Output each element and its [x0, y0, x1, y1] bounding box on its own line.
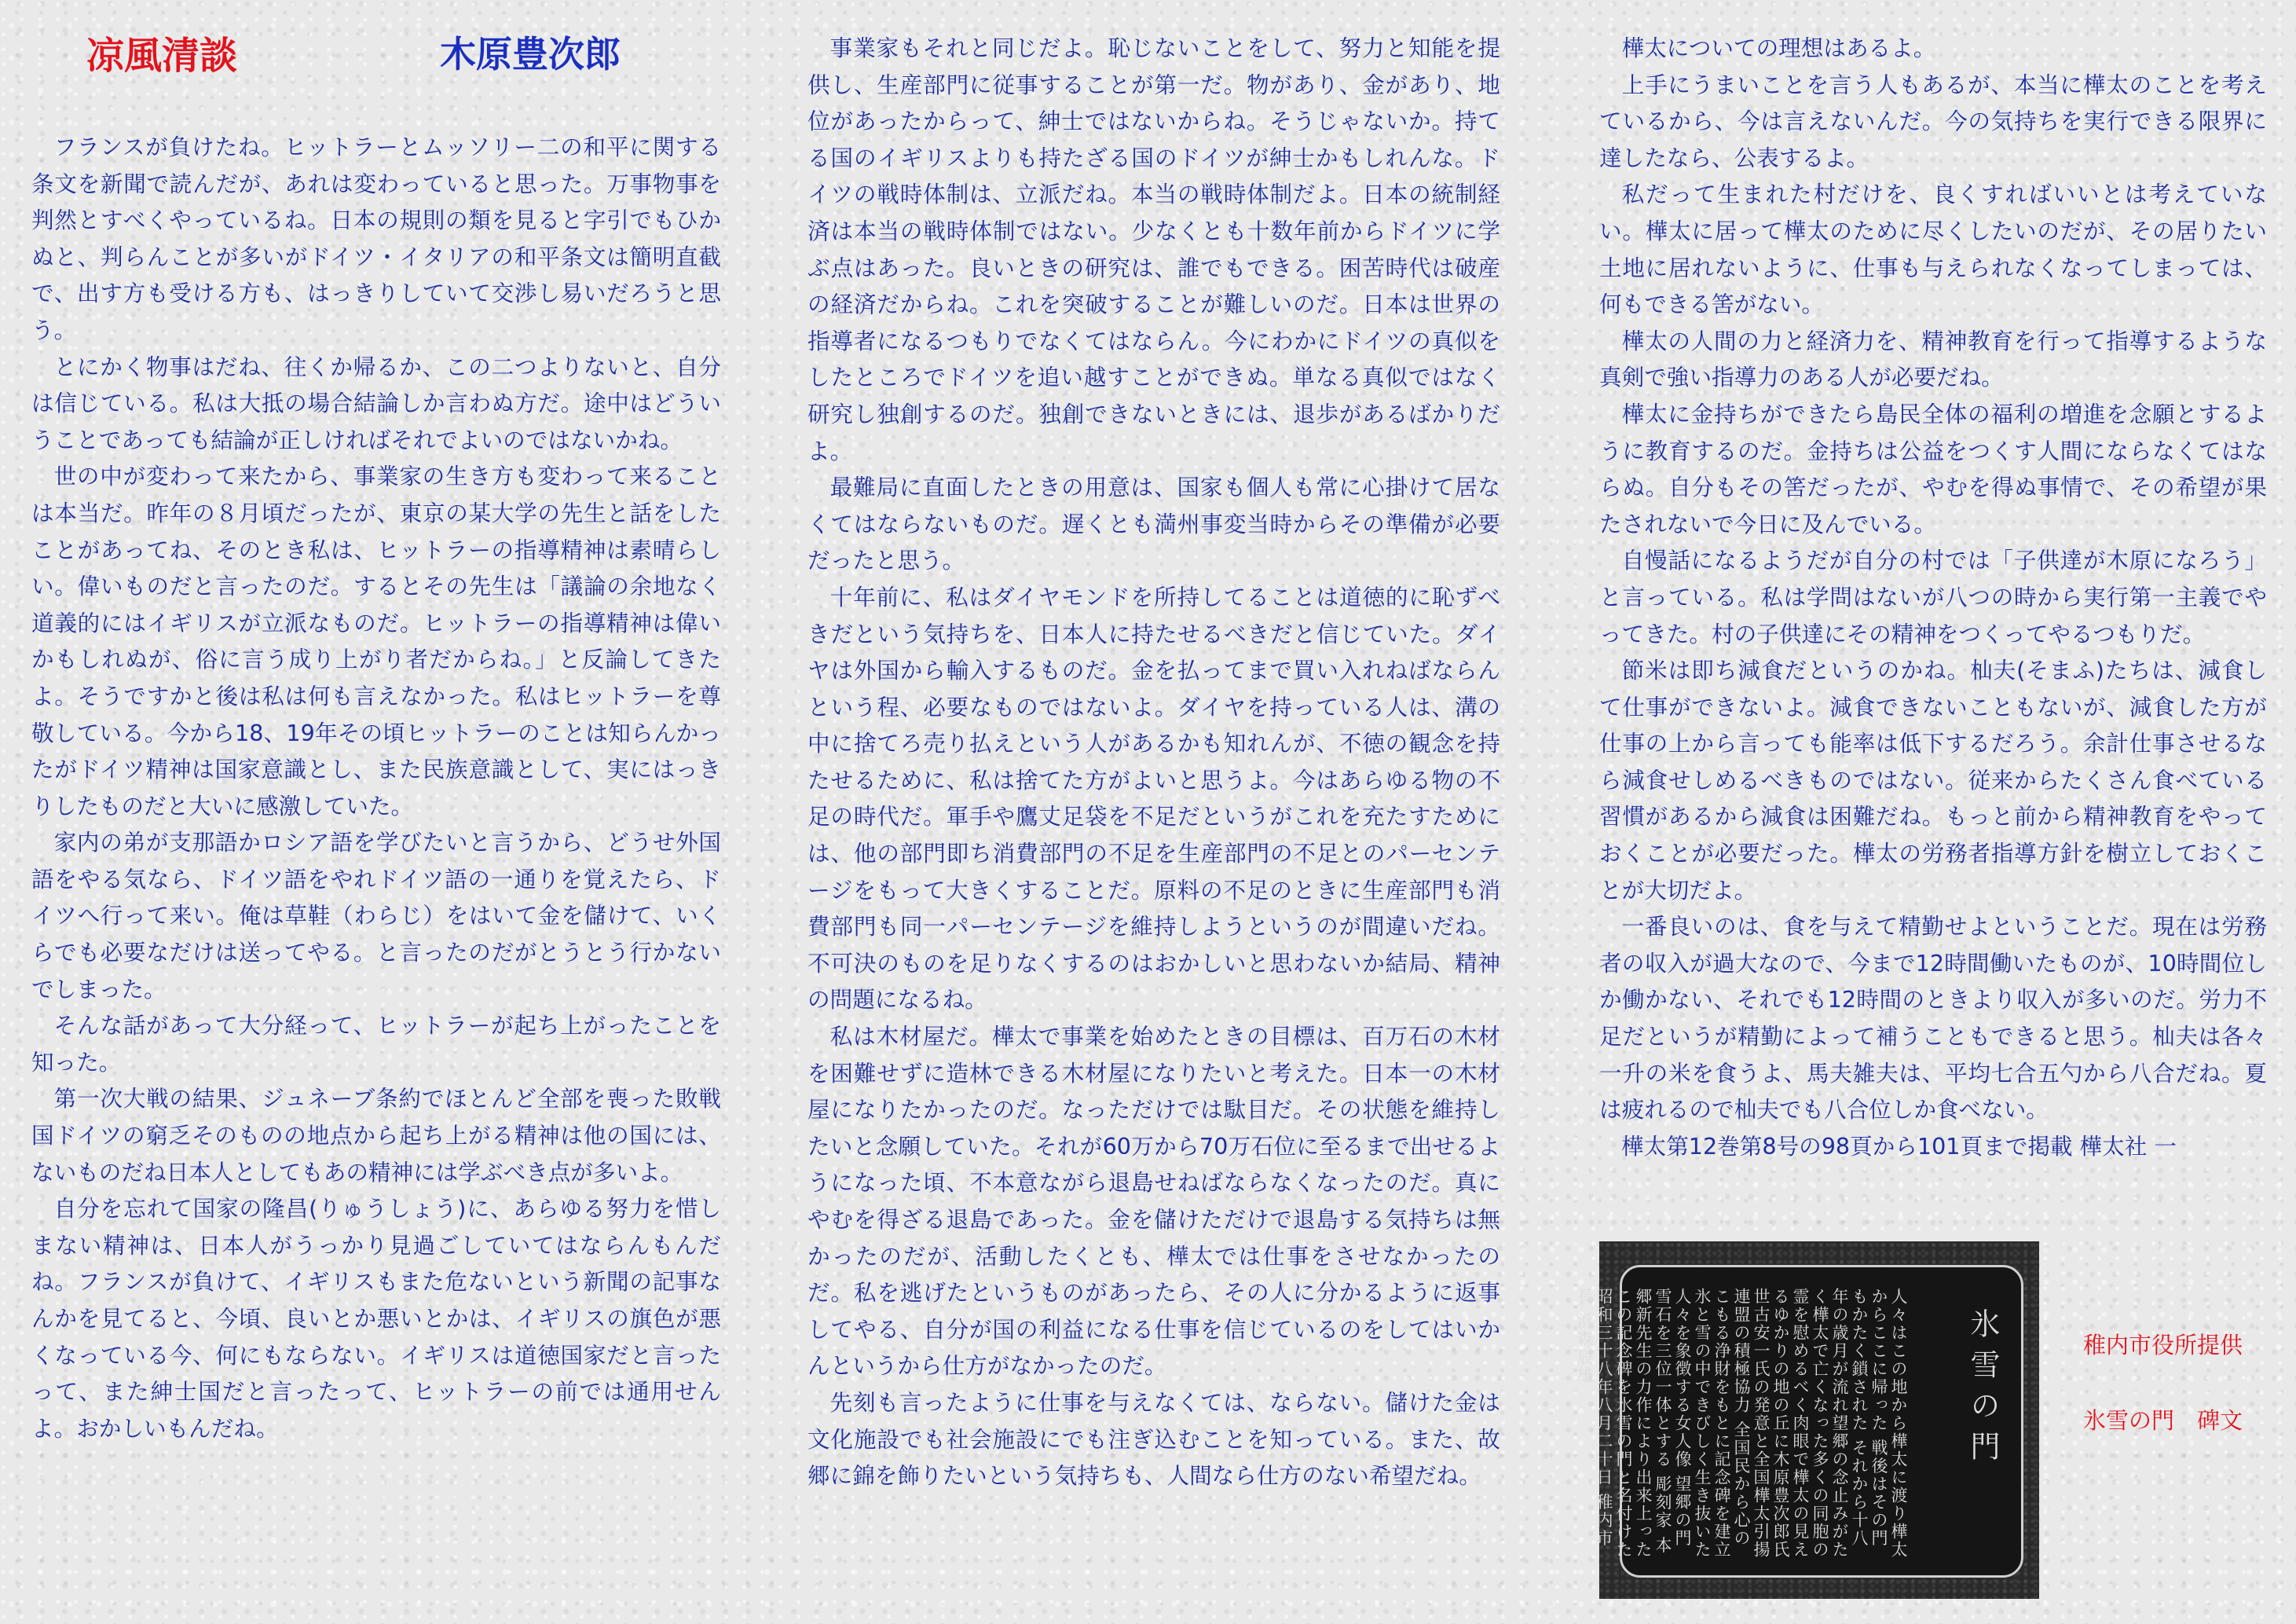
- paragraph: 最難局に直面したときの用意は、国家も個人も常に心掛けて居なくてはならないものだ。遅くとも満州事変当時からその準備が必要だったと思う。: [807, 474, 1500, 574]
- inscription-body: 人々はこの地から樺太に渡り樺太からここに帰った 戦後はその門もかたく鎖された それから十八年の歳月が流れ望郷の念止みがたく樺太で亡くなった多くの同胞の霊を慰めるべく肉眼で樺太の見えるゆかりの地の丘に木原豊次郎氏 世古安一氏の発意と全国樺太引揚連盟の積極協力 全国民から心のこもる浄財をもとに記念碑を建立 氷と雪の中できびしく生き抜いた人々を象徴する女人像 望郷の門 雪石を三位一体とする 彫刻家 本郷新先生の力作により出来上った この記念碑を氷雪の門と名付けた 昭和三十八年八月二十日 稚内市長 浜森辰雄: [1575, 1288, 1908, 1559]
- paragraph: 樺太についての理想はあるよ。: [1621, 35, 1936, 61]
- paragraph: フランスが負けたね。ヒットラーとムッソリー二の和平に関する条文を新聞で読んだが、あれは変わっていると思った。万事物事を判然とすべくやっているね。日本の規則の類を見ると字引でもひかぬと、判らんことが多いがドイツ・イタリアの和平条文は簡明直截で、出す方も受ける方も、はっきりしていて交渉し易いだろうと思う。: [31, 134, 721, 343]
- author-name: 木原豊次郎: [440, 33, 621, 75]
- paragraph: 上手にうまいことを言う人もあるが、本当に樺太のことを考えているから、今は言えないんだ。今の気持ちを実行できる限界に達したなら、公表するよ。: [1599, 71, 2267, 171]
- paragraph: 自分を忘れて国家の隆昌(りゅうしょう)に、あらゆる努力を惜しまない精神は、日本人がうっかり見過ごしていてはならんもんだね。フランスが負けて、イギリスもまた危ないという新聞の記事なんかを見てると、今頃、良いとか悪いとかは、イギリスの旗色が悪くなっている今、何にもならない。イギリスは道徳国家だと言ったって、また紳士国だと言ったって、ヒットラーの前では通用せんよ。おかしいもんだね。: [31, 1195, 721, 1442]
- inscription-plaque: [1575, 1265, 2023, 1578]
- paragraph: 第一次大戦の結果、ジュネーブ条約でほとんど全部を喪った敗戦国ドイツの窮乏そのものの地点から起ち上がる精神は他の国には、ないものだね日本人としてもあの精神には学ぶべき点が多いよ。: [31, 1085, 721, 1186]
- column-1: [31, 30, 721, 1446]
- paragraph: 世の中が変わって来たから、事業家の生き方も変わって来ることは本当だ。昨年の８月頃だったが、東京の某大学の先生と話をしたことがあってね、そのとき私は、ヒットラーの指導精神は素晴らしい。偉いものだと言ったのだ。するとその先生は「議論の余地なく道義的にはイギリスが立派なものだ。ヒットラーの指導精神は偉いかもしれぬが、俗に言う成り上がり者だからね。」と反論してきたよ。そうですかと後は私は何も言えなかった。私はヒットラーを尊敬している。今から18、19年その頃ヒットラーのことは知らんかったがドイツ精神は国家意識とし、また民族意識として、実にはっきりしたものだと大いに感激していた。: [31, 463, 721, 819]
- inscription-title: 氷雪の門: [1965, 1308, 2000, 1472]
- article-title: 凉風清談: [86, 33, 238, 78]
- paragraph: そんな話があって大分経って、ヒットラーが起ち上がったことを知った。: [31, 1012, 721, 1076]
- paragraph: 節米は即ち減食だというのかね。杣夫(そまふ)たちは、減食して仕事ができないよ。減食できないこともないが、減食した方が仕事の上から言っても能率は低下するだろう。余計仕事させるなら減食せしめるべきものではない。従来からたくさん食べている習慣があるから減食は困難だね。もっと前から精神教育をやっておくことが必要だった。樺太の労務者指導方針を樹立しておくことが大切だよ。: [1599, 657, 2267, 904]
- paragraph: 事業家もそれと同じだよ。恥じないことをして、努力と知能を提供し、生産部門に従事することが第一だ。物があり、金があり、地位があったからって、紳士ではないからね。そうじゃないか。持てる国のイギリスよりも持たざる国のドイツが紳士かもしれんな。ドイツの戦時体制は、立派だね。本当の戦時体制だよ。日本の統制経済は本当の戦時体制ではない。少なくとも十数年前からドイツに学ぶ点はあった。良いときの研究は、誰でもできる。困苦時代は破産の経済だからね。これを突破することが難しいのだ。日本は世界の指導者になるつもりでなくてはならん。今にわかにドイツの真似をしたところでドイツを追い越すことができぬ。単なる真似ではなく研究し独創するのだ。独創できないときには、退歩があるばかりだよ。: [807, 35, 1500, 464]
- source-citation: 樺太第12巻第8号の98頁から101頁まで掲載 樺太社 一: [1621, 1132, 2177, 1160]
- column-2: [807, 30, 1500, 1494]
- paragraph: 先刻も言ったように仕事を与えなくては、ならない。儲けた金は文化施設でも社会施設にでも注ぎ込むことを知っている。また、故郷に錦を飾りたいという気持ちも、人間なら仕方のない希望だね。: [807, 1388, 1500, 1490]
- monument-inscription-photo: [1575, 1241, 2039, 1599]
- paragraph: 樺太の人間の力と経済力を、精神教育を行って指導するような真剣で強い指導力のある人が必要だね。: [1599, 327, 2267, 391]
- paragraph: とにかく物事はだね、往くか帰るか、この二つよりないと、自分は信じている。私は大抵の場合結論しか言わぬ方だ。途中はどういうことであっても結論が正しければそれでよいのではないかね。: [31, 353, 721, 453]
- paragraph: 家内の弟が支那語かロシア語を学びたいと言うから、どうせ外国語をやる気なら、ドイツ語をやれドイツ語の一通りを覚えたら、ドイツへ行って来い。俺は草鞋（わらじ）をはいて金を儲けて、いくらでも必要なだけは送ってやる。と言ったのだがとうとう行かないでしまった。: [31, 829, 721, 1003]
- paragraph: 自慢話になるようだが自分の村では「子供達が木原になろう」と言っている。私は学問はないが八つの時から実行第一主義でやってきた。村の子供達にその精神をつくってやるつもりだ。: [1599, 547, 2267, 647]
- photo-caption: 氷雪の門 碑文: [2083, 1407, 2243, 1434]
- paragraph: 私だって生まれた村だけを、良くすればいいとは考えていない。樺太に居って樺太のために尽くしたいのだが、その居りたい土地に居れないように、仕事も与えられなくなってしまっては、何もできる筈がない。: [1599, 181, 2267, 318]
- paragraph: 樺太に金持ちができたら島民全体の福利の増進を念願とするように教育するのだ。金持ちは公益をつくす人間にならなくてはならぬ。自分もその筈だったが、やむを得ぬ事情で、その希望が果たされないで今日に及んでいる。: [1599, 400, 2267, 537]
- paragraph: 一番良いのは、食を与えて精勤せよということだ。現在は労務者の収入が過大なので、今まで12時間働いたものが、10時間位しか働かない、それでも12時間のときより収入が多いのだ。労力不足だというが精勤によって補うこともできると思う。杣夫は各々一升の米を食うよ、馬夫雑夫は、平均七合五勺から八合だね。夏は疲れるので杣夫でも八合位しか食べない。: [1599, 913, 2267, 1124]
- paragraph: 私は木材屋だ。樺太で事業を始めたときの目標は、百万石の木材を困難せずに造林できる木材屋になりたいと考えた。日本一の木材屋になりたかったのだ。なっただけでは駄目だ。その状態を維持したいと念願していた。それが60万から70万石位に至るまで出せるようになった頃、不本意ながら退島せねばならなくなったのだ。真にやむを得ざる退島であった。金を儲けただけで退島する気持ちは無かったのだが、活動したくとも、樺太では仕事をさせなかったのだ。私を逃げたというものがあったら、その人に分かるように返事してやる、自分が国の利益になる仕事を信じているのをしてはいかんというから仕方がなかったのだ。: [807, 1023, 1500, 1380]
- paragraph: 十年前に、私はダイヤモンドを所持してることは道徳的に恥ずべきだという気持ちを、日本人に持たせるべきだと信じていた。ダイヤは外国から輸入するものだ。金を払ってまで買い入れねばならんという程、必要なものではないよ。ダイヤを持っている人は、溝の中に捨てろ売り払えという人があるかも知れんが、不徳の観念を持たせるために、私は捨てた方がよいと思うよ。今はあらゆる物の不足の時代だ。軍手や鷹丈足袋を不足だというがこれを充たすためには、他の部門即ち消費部門の不足を生産部門の不足とのパーセンテージをもって大きくすることだ。原料の不足のときに生産部門も消費部門も同一パーセンテージを維持しようというのが間違いだね。不可決のものを足りなくするのはおかしいと思わないか結局、精神の問題になるね。: [807, 583, 1500, 1014]
- photo-credit: 稚内市役所提供: [2083, 1332, 2243, 1358]
- column-3: [1599, 30, 2267, 1164]
- article-heading: [31, 30, 721, 78]
